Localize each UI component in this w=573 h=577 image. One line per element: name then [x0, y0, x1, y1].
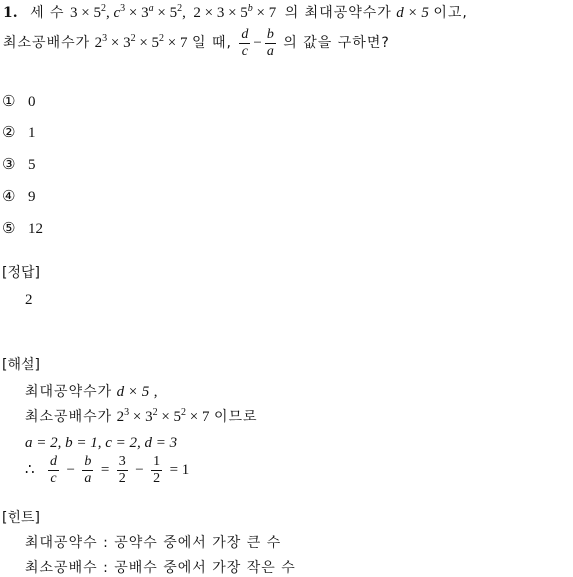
hint-label: [힌트]	[2, 510, 40, 526]
math-expr: d × 5	[396, 5, 429, 21]
math-expr: d × 5	[116, 384, 150, 400]
fraction: $\frac{d}{c}$	[50, 453, 57, 486]
choice-mark: ③	[2, 155, 16, 173]
fraction: $\frac{b}{a}$	[266, 26, 274, 59]
question-line-2	[3, 26, 390, 60]
math-expr: $2^3 \times 3^2 \times 5^2 \times 7$	[94, 33, 188, 51]
explanation-text: 최대공약수가	[25, 384, 113, 400]
choice-value: 9	[28, 189, 36, 205]
question-text: 최소공배수가	[3, 35, 91, 51]
answer-label: [정답]	[2, 265, 40, 281]
choice-value: 1	[28, 125, 36, 141]
choice-mark: ④	[2, 187, 16, 205]
hint-line-2: 최소공배수 : 공배수 중에서 가장 작은 수	[25, 560, 296, 576]
fraction: $\frac{1}{2}$	[153, 453, 161, 486]
question-line-1	[3, 4, 468, 22]
choice-value: 0	[28, 94, 36, 110]
fraction: $\frac{b}{a}$	[84, 453, 92, 486]
question-number: 1.	[3, 5, 18, 21]
minus-sign: −	[135, 462, 144, 478]
question-text: 일 때,	[191, 35, 232, 51]
result: = 1	[169, 462, 190, 478]
choice-3[interactable]	[2, 155, 36, 174]
question-text: 이고,	[433, 5, 468, 21]
minus-sign: −	[253, 35, 262, 51]
question-text: 의 최대공약수가	[284, 5, 392, 21]
choice-mark: ①	[2, 92, 16, 110]
choice-5[interactable]	[2, 219, 43, 238]
choice-mark: ⑤	[2, 219, 16, 237]
explanation-line-3: a = 2, b = 1, c = 2, d = 3	[25, 435, 178, 451]
choice-1[interactable]	[2, 92, 36, 111]
fraction: $\frac{d}{c}$	[241, 26, 249, 59]
choice-mark: ②	[2, 123, 16, 141]
hint-line-1: 최대공약수 : 공약수 중에서 가장 큰 수	[25, 535, 282, 551]
math-expr: $3 \times 5^2$, $c^3 \times 3^a \times 5^2$, $2 \times 3 \times 5^b \times 7$	[70, 3, 277, 21]
explanation-line-1	[25, 383, 157, 401]
choice-4[interactable]	[2, 187, 36, 206]
math-expr: $2^3 \times 3^2 \times 5^2 \times 7$	[116, 407, 210, 425]
question-text: 세 수	[30, 5, 71, 21]
explanation-text: 이므로	[213, 409, 258, 425]
answer-value: 2	[25, 292, 33, 308]
choice-2[interactable]	[2, 123, 36, 142]
explanation-text: 최소공배수가	[25, 409, 113, 425]
minus-sign: −	[66, 462, 75, 478]
explanation-label: [해설]	[2, 357, 40, 373]
choice-value: 5	[28, 157, 36, 173]
punctuation: ,	[153, 384, 158, 400]
equals-sign: =	[100, 462, 110, 478]
fraction: $\frac{3}{2}$	[118, 453, 126, 486]
therefore-symbol: ∴	[25, 462, 35, 478]
choice-value: 12	[28, 221, 43, 237]
explanation-line-2	[25, 408, 258, 426]
question-text: 의 값을 구하면?	[283, 35, 390, 51]
explanation-line-4	[25, 452, 189, 488]
